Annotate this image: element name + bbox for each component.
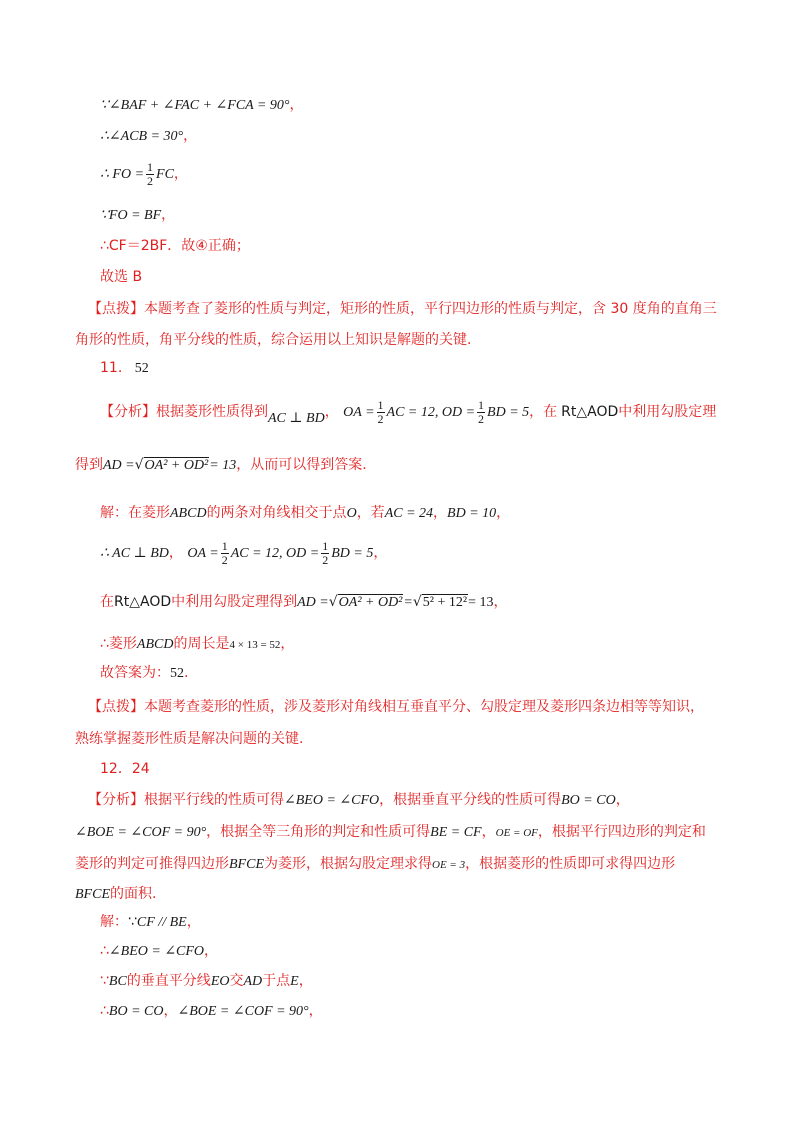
fraction-one-half: $\frac{1}{2}$ [147,159,154,188]
solution-line-1: 解：在菱形ABCD的两条对角线相交于点O，若AC = 24，BD = 10， [100,505,511,521]
note-paragraph-2-line-2: 熟练掌握菱形性质是解决问题的关键. [75,731,304,747]
analysis-12-line-4: BFCE的面积. [75,886,157,902]
solution-12-line-2: ∴∠BEO = ∠CFO， [100,943,219,959]
angle-sum-equation: ∵∠BAF + ∠FAC + ∠FCA = 90° [100,98,290,113]
question-number: 11. [100,360,123,376]
solution-12-line-3: ∵BC的垂直平分线EO交AD于点E， [100,973,313,989]
solution-12-line-4: ∴BO = CO，∠BOE = ∠COF = 90°， [100,1003,323,1019]
analysis-12-line-2: ∠BOE = ∠COF = 90°，根据全等三角形的判定和性质可得BE = CF，OE = OF，根据平行四边形的判定和 [75,824,706,840]
answer-choice: 故选 B [100,269,143,285]
note-paragraph-line-2: 角形的性质，角平分线的性质，综合运用以上知识是解题的关键. [75,332,472,348]
solution-line-4: ∴菱形ABCD的周长是4 × 13 = 52， [100,636,295,652]
analysis-line-1: 【分析】根据菱形性质得到AC ⊥ BD， OA = $\frac{1}{2}$ AC = 12, OD = $\frac{1}{2}$ BD = 5，在 Rt△AOD中利用勾股定理 [100,397,717,426]
solution-line-2: ∴ AC ⊥ BD， OA = $\frac{1}{2}$ AC = 12, OD = $\frac{1}{2}$ BD = 5， [100,538,388,567]
solution-answer: 故答案为：52. [100,665,189,681]
angle-acb-equation: ∴∠ACB = 30° [100,129,184,144]
question-answer: 52 [134,361,149,376]
solution-line-3: 在Rt△AOD中利用勾股定理得到AD =√OA² + OD²=√5² + 12²= 13， [100,594,508,610]
step-conclusion-4: ∴CF＝2BF．故④正确； [100,238,250,254]
step-angle-acb: ∴∠ACB = 30°， [100,128,198,144]
note-paragraph-2-line-1: 【点拨】本题考查菱形的性质，涉及菱形对角线相互垂直平分、勾股定理及菱形四条边相等等知识， [88,699,704,715]
question-12-header: 12．24 [100,761,150,777]
step-fo-half-fc: ∴ FO = $\frac{1}{2}$ FC， [100,159,188,188]
analysis-12-line-3: 菱形的判定可推得四边形BFCE为菱形，根据勾股定理求得OE = 3，根据菱形的性质即可求得四边形 [75,856,676,872]
note-paragraph-line-1: 【点拨】本题考查了菱形的性质与判定，矩形的性质，平行四边形的性质与判定，含 30 度角的直角三 [88,301,717,317]
analysis-12-line-1: 【分析】根据平行线的性质可得∠BEO = ∠CFO，根据垂直平分线的性质可得BO = CO， [88,792,630,808]
solution-12-line-1: 解：∵CF // BE， [100,914,201,930]
step-angle-sum: ∵∠BAF + ∠FAC + ∠FCA = 90°， [100,97,304,113]
step-fo-bf: ∵FO = BF， [100,207,176,223]
analysis-line-2: 得到AD =√OA² + OD²= 13，从而可以得到答案. [75,457,367,473]
question-11-header [100,358,149,379]
